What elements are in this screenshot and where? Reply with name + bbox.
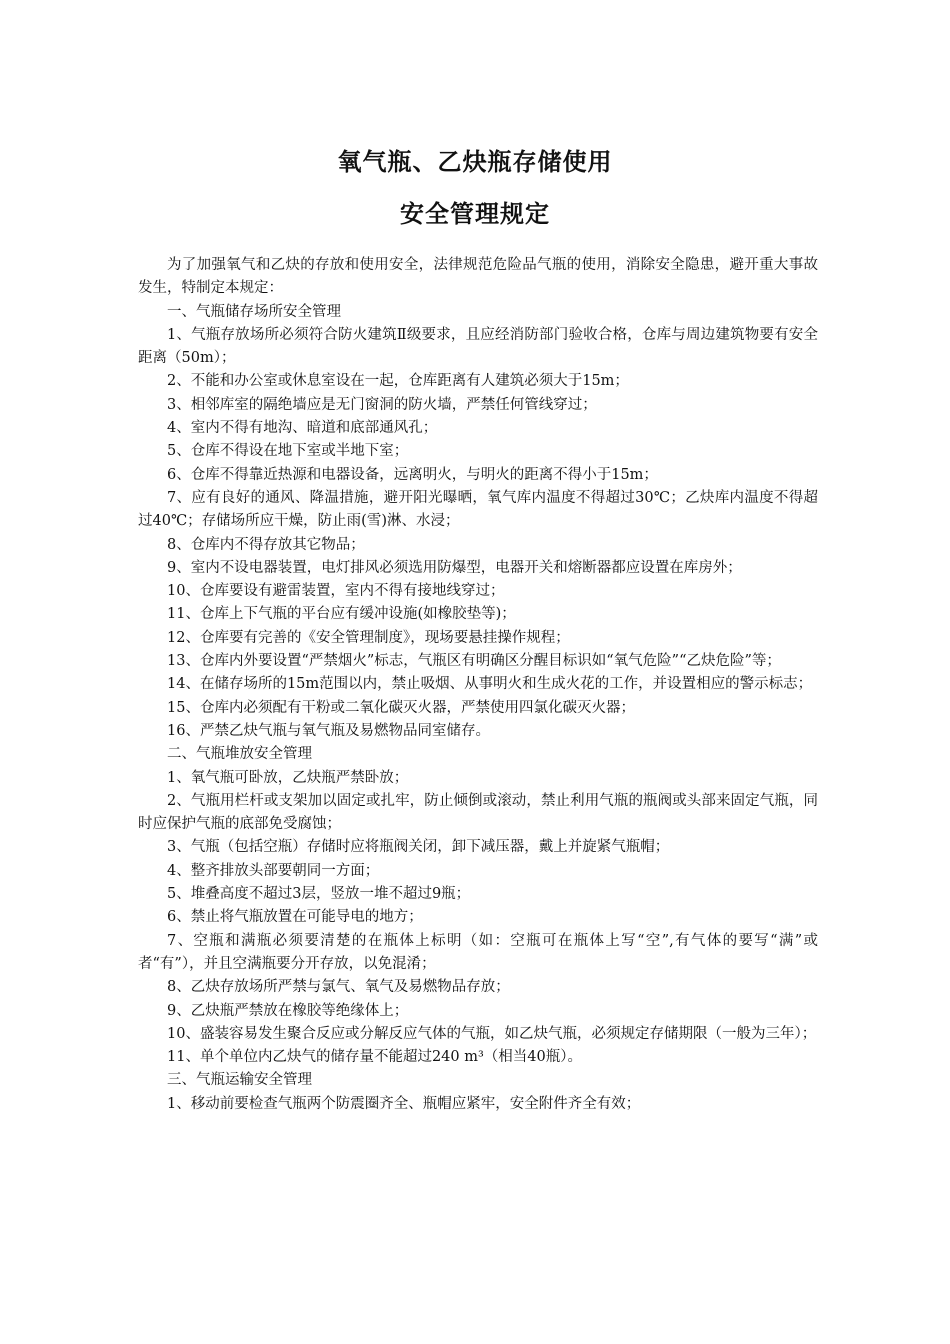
clause-paragraph: 13、仓库内外要设置“严禁烟火”标志，气瓶区有明确区分醒目标识如“氧气危险”“乙炔危险”等； (167, 653, 781, 670)
clause-paragraph: 12、仓库要有完善的《安全管理制度》，现场要悬挂操作规程； (167, 629, 570, 646)
section-heading: 一、气瓶储存场所安全管理 (167, 303, 341, 320)
document-body (138, 254, 818, 1116)
clause-paragraph: 7、空瓶和满瓶必须要清楚的在瓶体上标明（如：空瓶可在瓶体上写“空”,有气体的要写“满”或者“有”），并且空满瓶要分开存放，以免混淆； (138, 932, 818, 972)
section-heading: 三、气瓶运输安全管理 (167, 1072, 312, 1089)
clause-paragraph: 6、禁止将气瓶放置在可能导电的地方； (167, 909, 423, 926)
clause-paragraph: 14、在储存场所的15m范围以内，禁止吸烟、从事明火和生成火花的工作，并设置相应的警示标志； (167, 676, 813, 693)
clause-paragraph: 3、相邻库室的隔绝墙应是无门窗洞的防火墙，严禁任何管线穿过； (167, 396, 597, 413)
document-title-line-2: 安全管理规定 (400, 200, 550, 228)
clause-paragraph: 8、乙炔存放场所严禁与氯气、氧气及易燃物品存放； (167, 979, 510, 996)
clause-paragraph: 5、仓库不得设在地下室或半地下室； (167, 443, 409, 460)
clause-paragraph: 7、应有良好的通风、降温措施，避开阳光曝晒，氧气库内温度不得超过30℃；乙炔库内温度不得超过40℃；存储场所应干燥，防止雨(雪)淋、水浸； (138, 489, 818, 530)
clause-paragraph: 10、盛装容易发生聚合反应或分解反应气体的气瓶，如乙炔气瓶，必须规定存储期限（一般为三年）； (167, 1025, 817, 1042)
clause-paragraph: 8、仓库内不得存放其它物品； (167, 536, 365, 553)
clause-paragraph: 6、仓库不得靠近热源和电器设备，远离明火，与明火的距离不得小于15m； (167, 466, 658, 483)
clause-paragraph: 5、堆叠高度不超过3层，竖放一堆不超过9瓶； (167, 886, 471, 903)
clause-paragraph: 1、氧气瓶可卧放，乙炔瓶严禁卧放； (167, 769, 409, 786)
clause-paragraph: 2、气瓶用栏杆或支架加以固定或扎牢，防止倾倒或滚动，禁止利用气瓶的瓶阀或头部来固定气瓶，同时应保护气瓶的底部免受腐蚀； (138, 792, 818, 833)
clause-paragraph: 10、仓库要设有避雷装置，室内不得有接地线穿过； (167, 583, 505, 600)
document-title-line-1: 氧气瓶、乙炔瓶存储使用 (337, 148, 613, 176)
clause-paragraph: 16、严禁乙炔气瓶与氧气瓶及易燃物品同室储存。 (167, 722, 490, 739)
clause-paragraph: 4、室内不得有地沟、暗道和底部通风孔； (167, 420, 438, 437)
clause-paragraph: 9、室内不设电器装置，电灯排风必须选用防爆型，电器开关和熔断器都应设置在库房外； (167, 559, 742, 576)
intro-paragraph: 为了加强氧气和乙炔的存放和使用安全，法律规范危险品气瓶的使用，消除安全隐患，避开重大事故发生，特制定本规定： (138, 257, 818, 297)
clause-paragraph: 9、乙炔瓶严禁放在橡胶等绝缘体上； (167, 1002, 409, 1019)
clause-paragraph: 4、整齐排放头部要朝同一方面； (167, 862, 380, 879)
clause-paragraph: 11、仓库上下气瓶的平台应有缓冲设施(如橡胶垫等)； (167, 606, 516, 623)
clause-paragraph: 1、移动前要检查气瓶两个防震圈齐全、瓶帽应紧牢，安全附件齐全有效； (167, 1095, 641, 1112)
section-heading: 二、气瓶堆放安全管理 (167, 746, 312, 763)
clause-paragraph: 15、仓库内必须配有干粉或二氧化碳灭火器，严禁使用四氯化碳灭火器； (167, 699, 635, 716)
clause-paragraph: 1、气瓶存放场所必须符合防火建筑Ⅱ级要求，且应经消防部门验收合格，仓库与周边建筑物要有安全距离（50m）； (138, 326, 818, 367)
clause-paragraph: 2、不能和办公室或休息室设在一起，仓库距离有人建筑必须大于15m； (167, 373, 629, 390)
clause-paragraph: 11、单个单位内乙炔气的储存量不能超过240 m³（相当40瓶）。 (167, 1049, 582, 1066)
clause-paragraph: 3、气瓶（包括空瓶）存储时应将瓶阀关闭，卸下减压器，戴上并旋紧气瓶帽； (167, 839, 670, 856)
